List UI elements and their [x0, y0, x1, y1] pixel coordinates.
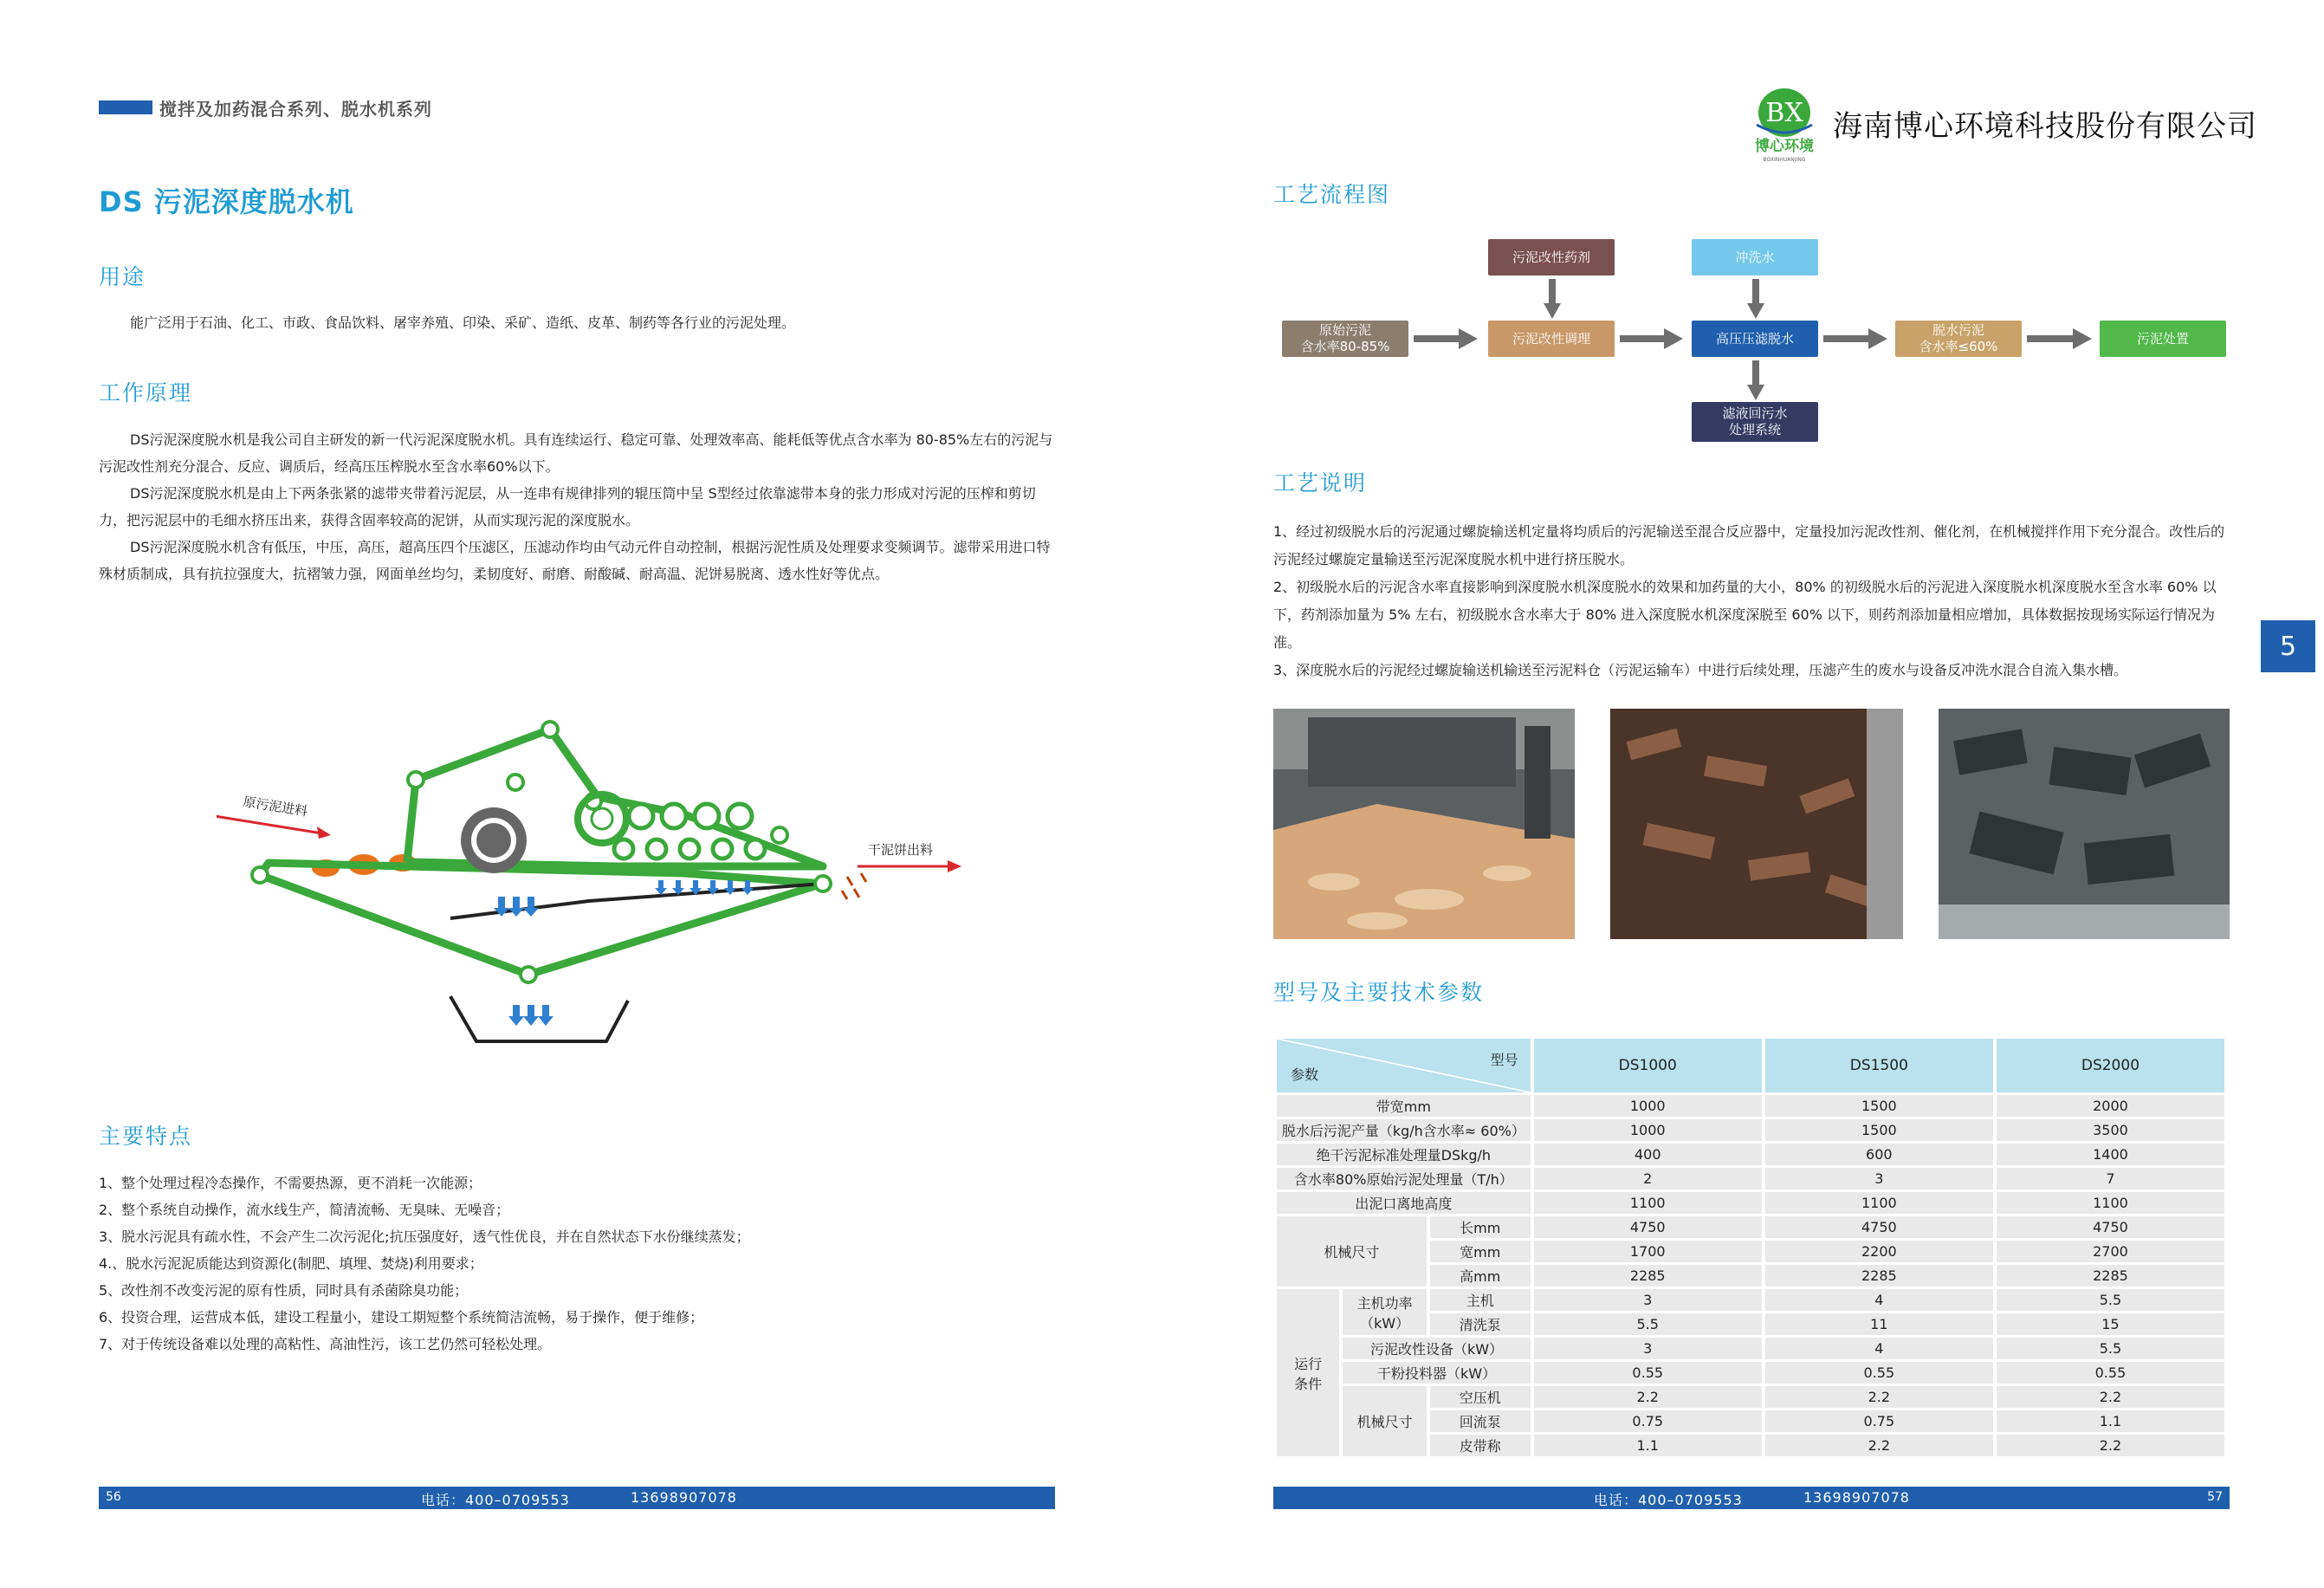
page-number: 56	[106, 1490, 121, 1504]
operation-label-line2: 条件	[1294, 1375, 1323, 1392]
company-logo	[1741, 80, 1828, 166]
cell: 1500	[1765, 1119, 1993, 1141]
flow-agent-box: 污泥改性药剂	[1488, 239, 1615, 275]
cell: 4750	[1534, 1216, 1762, 1238]
group-label	[1277, 1289, 1339, 1456]
list-item: 6、投资合理，运营成本低，建设工程量小，建设工期短整个系统简洁流畅，易于操作，便于维修；	[99, 1309, 704, 1325]
row-label: 长mm	[1430, 1216, 1531, 1238]
cell: 1100	[1997, 1192, 2224, 1214]
table-row	[1277, 1289, 2224, 1311]
cell: 4750	[1765, 1216, 1993, 1238]
explain-heading: 工艺说明	[1273, 470, 1368, 496]
cell: 3	[1765, 1168, 1993, 1189]
cell: 3500	[1997, 1119, 2224, 1141]
cell: 0.55	[1997, 1362, 2224, 1384]
table-row	[1277, 1192, 2224, 1214]
row-label: 宽mm	[1430, 1241, 1531, 1262]
cell: 2.2	[1534, 1386, 1762, 1408]
row-label: 带宽mm	[1277, 1095, 1531, 1117]
cell: 1.1	[1997, 1410, 2224, 1432]
table-row	[1277, 1168, 2224, 1189]
cell: 5.5	[1997, 1289, 2224, 1311]
usage-heading: 用途	[99, 264, 146, 289]
dewatering-machine-diagram	[217, 719, 979, 1048]
model-header: DS1500	[1765, 1039, 1993, 1092]
flow-dewatered-line2: 含水率≤60%	[1919, 339, 1998, 354]
cell: 4	[1765, 1338, 1993, 1359]
flow-disposal-box: 污泥处置	[2100, 321, 2226, 357]
cell: 1000	[1534, 1095, 1762, 1117]
cell: 2285	[1765, 1265, 1993, 1287]
table-row	[1277, 1216, 2224, 1238]
principle-paragraph: DS污泥深度脱水机是我公司自主研发的新一代污泥深度脱水机。具有连续运行、稳定可靠、处理效率高、能耗低等优点含水率为 80-85%左右的污泥与污泥改性剂充分混合、反应、调质后，经高压压榨脱水至含水率60%以下。	[99, 431, 1053, 475]
rollers	[252, 722, 831, 982]
footer-mobile: 13698907078	[631, 1489, 737, 1506]
model-header: DS2000	[1997, 1039, 2224, 1092]
explain-text	[1273, 518, 2235, 684]
model-header: DS1000	[1534, 1039, 1762, 1092]
explain-paragraph: 1、经过初级脱水后的污泥通过螺旋输送机定量将均质后的污泥输送至混合反应器中，定量投加污泥改性剂、催化剂，在机械搅拌作用下充分混合。改性后的污泥经过螺旋定量输送至污泥深度脱水机中进行挤压脱水。	[1273, 523, 2225, 567]
cell: 11	[1765, 1313, 1993, 1335]
cell: 2.2	[1997, 1386, 2224, 1408]
cell: 15	[1997, 1313, 2224, 1335]
dry-cake-icon	[842, 873, 866, 899]
cell: 1100	[1765, 1192, 1993, 1214]
row-label: 高mm	[1430, 1265, 1531, 1287]
footer-mobile: 13698907078	[1803, 1489, 1910, 1506]
row-label: 出泥口离地高度	[1277, 1192, 1531, 1214]
cell: 2	[1534, 1168, 1762, 1189]
flow-press-box: 高压压滤脱水	[1692, 321, 1818, 357]
outlet-label: 干泥饼出料	[868, 842, 934, 858]
cell: 1000	[1534, 1119, 1762, 1141]
cell: 5.5	[1997, 1338, 2224, 1359]
cell: 7	[1997, 1168, 2224, 1189]
cell: 1.1	[1534, 1435, 1762, 1456]
row-label: 污泥改性设备（kW）	[1343, 1338, 1530, 1359]
cell: 4	[1765, 1289, 1993, 1311]
group-label: 机械尺寸	[1277, 1216, 1427, 1287]
cell: 0.55	[1534, 1362, 1762, 1384]
sludge-cake-photo	[1610, 709, 1903, 939]
table-corner-header	[1277, 1039, 1531, 1092]
row-label: 干粉投料器（kW）	[1343, 1362, 1530, 1384]
cell: 0.75	[1534, 1410, 1762, 1432]
cell: 3	[1534, 1338, 1762, 1359]
operation-label-line1: 运行	[1294, 1355, 1323, 1372]
cell: 2200	[1765, 1241, 1993, 1262]
cell: 600	[1765, 1144, 1993, 1165]
dry-cake-photo	[1939, 709, 2230, 939]
machine-photo	[1273, 709, 1575, 939]
page-title: DS 污泥深度脱水机	[99, 185, 354, 218]
explain-paragraph: 3、深度脱水后的污泥经过螺旋输送机输送至污泥料仓（污泥运输车）中进行后续处理，压滤产生的废水与设备反冲洗水混合自流入集水槽。	[1273, 662, 2128, 678]
features-heading: 主要特点	[99, 1124, 193, 1149]
row-label: 清洗泵	[1430, 1313, 1531, 1335]
inlet-arrow	[217, 816, 331, 839]
corner-model-label: 型号	[1490, 1052, 1518, 1068]
table-row	[1277, 1095, 2224, 1117]
row-label: 空压机	[1430, 1386, 1531, 1408]
footer-phone: 电话：400–0709553	[421, 1492, 570, 1508]
table-row	[1277, 1362, 2224, 1384]
cell: 400	[1534, 1144, 1762, 1165]
page-number: 57	[2207, 1490, 2223, 1504]
filtrate-arrows-icon	[494, 880, 754, 1026]
row-label: 绝干污泥标准处理量DSkg/h	[1277, 1144, 1531, 1165]
company-name: 海南博心环境科技股份有限公司	[1833, 109, 2257, 144]
logo-mark: BX	[1765, 98, 1803, 128]
principle-paragraph: DS污泥深度脱水机是由上下两条张紧的滤带夹带着污泥层，从一连串有规律排列的辊压筒中呈 S型经过依靠滤带本身的张力形成对污泥的压榨和剪切力，把污泥层中的毛细水挤压出来，获得含固率较高的泥饼，从而实现污泥的深度脱水。	[99, 485, 1036, 528]
table-row	[1277, 1119, 2224, 1141]
row-label: 脱水后污泥产量（kg/h含水率≈ 60%）	[1277, 1119, 1531, 1141]
cell: 2000	[1997, 1095, 2224, 1117]
cell: 3	[1534, 1289, 1762, 1311]
cell: 0.55	[1765, 1362, 1993, 1384]
logo-pinyin: BOXINHUANJING	[1763, 157, 1806, 163]
flow-wash-box: 冲洗水	[1692, 239, 1818, 275]
cell: 1500	[1765, 1095, 1993, 1117]
usage-text: 能广泛用于石油、化工、市政、食品饮料、屠宰养殖、印染、采矿、造纸、皮革、制药等各行业的污泥处理。	[130, 314, 796, 331]
series-label: 搅拌及加药混合系列、脱水机系列	[159, 99, 432, 120]
row-label: 含水率80%原始污泥处理量（T/h）	[1277, 1168, 1531, 1189]
flow-raw-line1: 原始污泥	[1318, 322, 1371, 338]
power-label-line1: 主机功率	[1356, 1294, 1413, 1312]
flow-conditioning-box: 污泥改性调理	[1488, 321, 1615, 357]
list-item: 1、整个处理过程冷态操作，不需要热源，更不消耗一次能源；	[99, 1175, 482, 1191]
pressure-drum	[461, 807, 527, 873]
footer-phone: 电话：400–0709553	[1594, 1492, 1743, 1508]
list-item: 4.、脱水污泥泥质能达到资源化(制肥、填埋、焚烧)利用要求；	[99, 1255, 483, 1272]
row-label: 皮带称	[1430, 1435, 1531, 1456]
flow-filtrate-line1: 滤液回污水	[1722, 405, 1788, 421]
group-label	[1343, 1289, 1426, 1335]
cell: 0.75	[1765, 1410, 1993, 1432]
cell: 1700	[1534, 1241, 1762, 1262]
params-table	[1273, 1036, 2228, 1459]
inlet-label: 原污泥进料	[242, 794, 309, 820]
row-label: 主机	[1430, 1289, 1531, 1311]
right-footer	[1273, 1487, 2230, 1509]
list-item: 7、对于传统设备难以处理的高粘性、高油性污，该工艺仍然可轻松处理。	[99, 1336, 552, 1352]
list-item: 5、改性剂不改变污泥的原有性质，同时具有杀菌除臭功能；	[99, 1282, 469, 1299]
table-row	[1277, 1338, 2224, 1359]
cell: 1400	[1997, 1144, 2224, 1165]
cell: 2285	[1534, 1265, 1762, 1287]
power-label-line2: （kW）	[1360, 1314, 1410, 1332]
list-item: 2、整个系统自动操作，流水线生产，简清流畅、无臭味、无噪音；	[99, 1202, 510, 1218]
cell: 5.5	[1534, 1313, 1762, 1335]
flow-dewatered-line1: 脱水污泥	[1932, 322, 1984, 338]
cell: 1100	[1534, 1192, 1762, 1214]
corner-param-label: 参数	[1291, 1066, 1319, 1083]
cell: 2285	[1997, 1265, 2224, 1287]
principle-text	[99, 426, 1057, 587]
flow-raw-line2: 含水率80-85%	[1300, 339, 1390, 354]
table-row	[1277, 1144, 2224, 1165]
row-label: 回流泵	[1430, 1410, 1531, 1432]
left-footer	[99, 1487, 1055, 1509]
collection-tray	[450, 996, 628, 1041]
group-label: 机械尺寸	[1343, 1386, 1426, 1456]
cell: 4750	[1997, 1216, 2224, 1238]
principle-paragraph: DS污泥深度脱水机含有低压，中压，高压，超高压四个压滤区，压滤动作均由气动元件自动控制，根据污泥性质及处理要求变频调节。滤带采用进口特殊材质制成，具有抗拉强度大，抗褶皱力强，网面单丝均匀，柔韧度好、耐磨、耐酸碱、耐高温、泥饼易脱离、透水性好等优点。	[99, 539, 1051, 582]
features-list	[99, 1170, 1052, 1358]
s-rollers	[578, 794, 765, 859]
table-row	[1277, 1386, 2224, 1408]
outlet-arrow	[858, 860, 961, 872]
cell: 2.2	[1997, 1435, 2224, 1456]
table-header-row	[1277, 1039, 2224, 1092]
params-heading: 型号及主要技术参数	[1273, 980, 1485, 1005]
cell: 2.2	[1765, 1435, 1993, 1456]
explain-paragraph: 2、初级脱水后的污泥含水率直接影响到深度脱水机深度脱水的效果和加药量的大小，80% 的初级脱水后的污泥进入深度脱水机深度脱水至含水率 60% 以下，药剂添加量为 5% 左右，初级脱水含水率大于 80% 进入深度脱水机深度深脱至 60% 以下，则药剂添加量相应增加，具体数据按现场实际运行情况为准。	[1273, 579, 2217, 651]
flow-filtrate-line2: 处理系统	[1728, 422, 1781, 438]
principle-heading: 工作原理	[99, 380, 193, 405]
series-marker	[99, 100, 152, 114]
cell: 2700	[1997, 1241, 2224, 1262]
chapter-tab: 5	[2261, 620, 2315, 672]
lower-filter-belt	[260, 863, 823, 975]
flow-heading: 工艺流程图	[1273, 182, 1391, 207]
list-item: 3、脱水污泥具有疏水性，不会产生二次污泥化;抗压强度好，透气性优良，并在自然状态下水份继续蒸发；	[99, 1228, 750, 1245]
logo-name: 博心环境	[1755, 138, 1814, 155]
flow-arrows	[1273, 225, 2235, 450]
cell: 2.2	[1765, 1386, 1993, 1408]
